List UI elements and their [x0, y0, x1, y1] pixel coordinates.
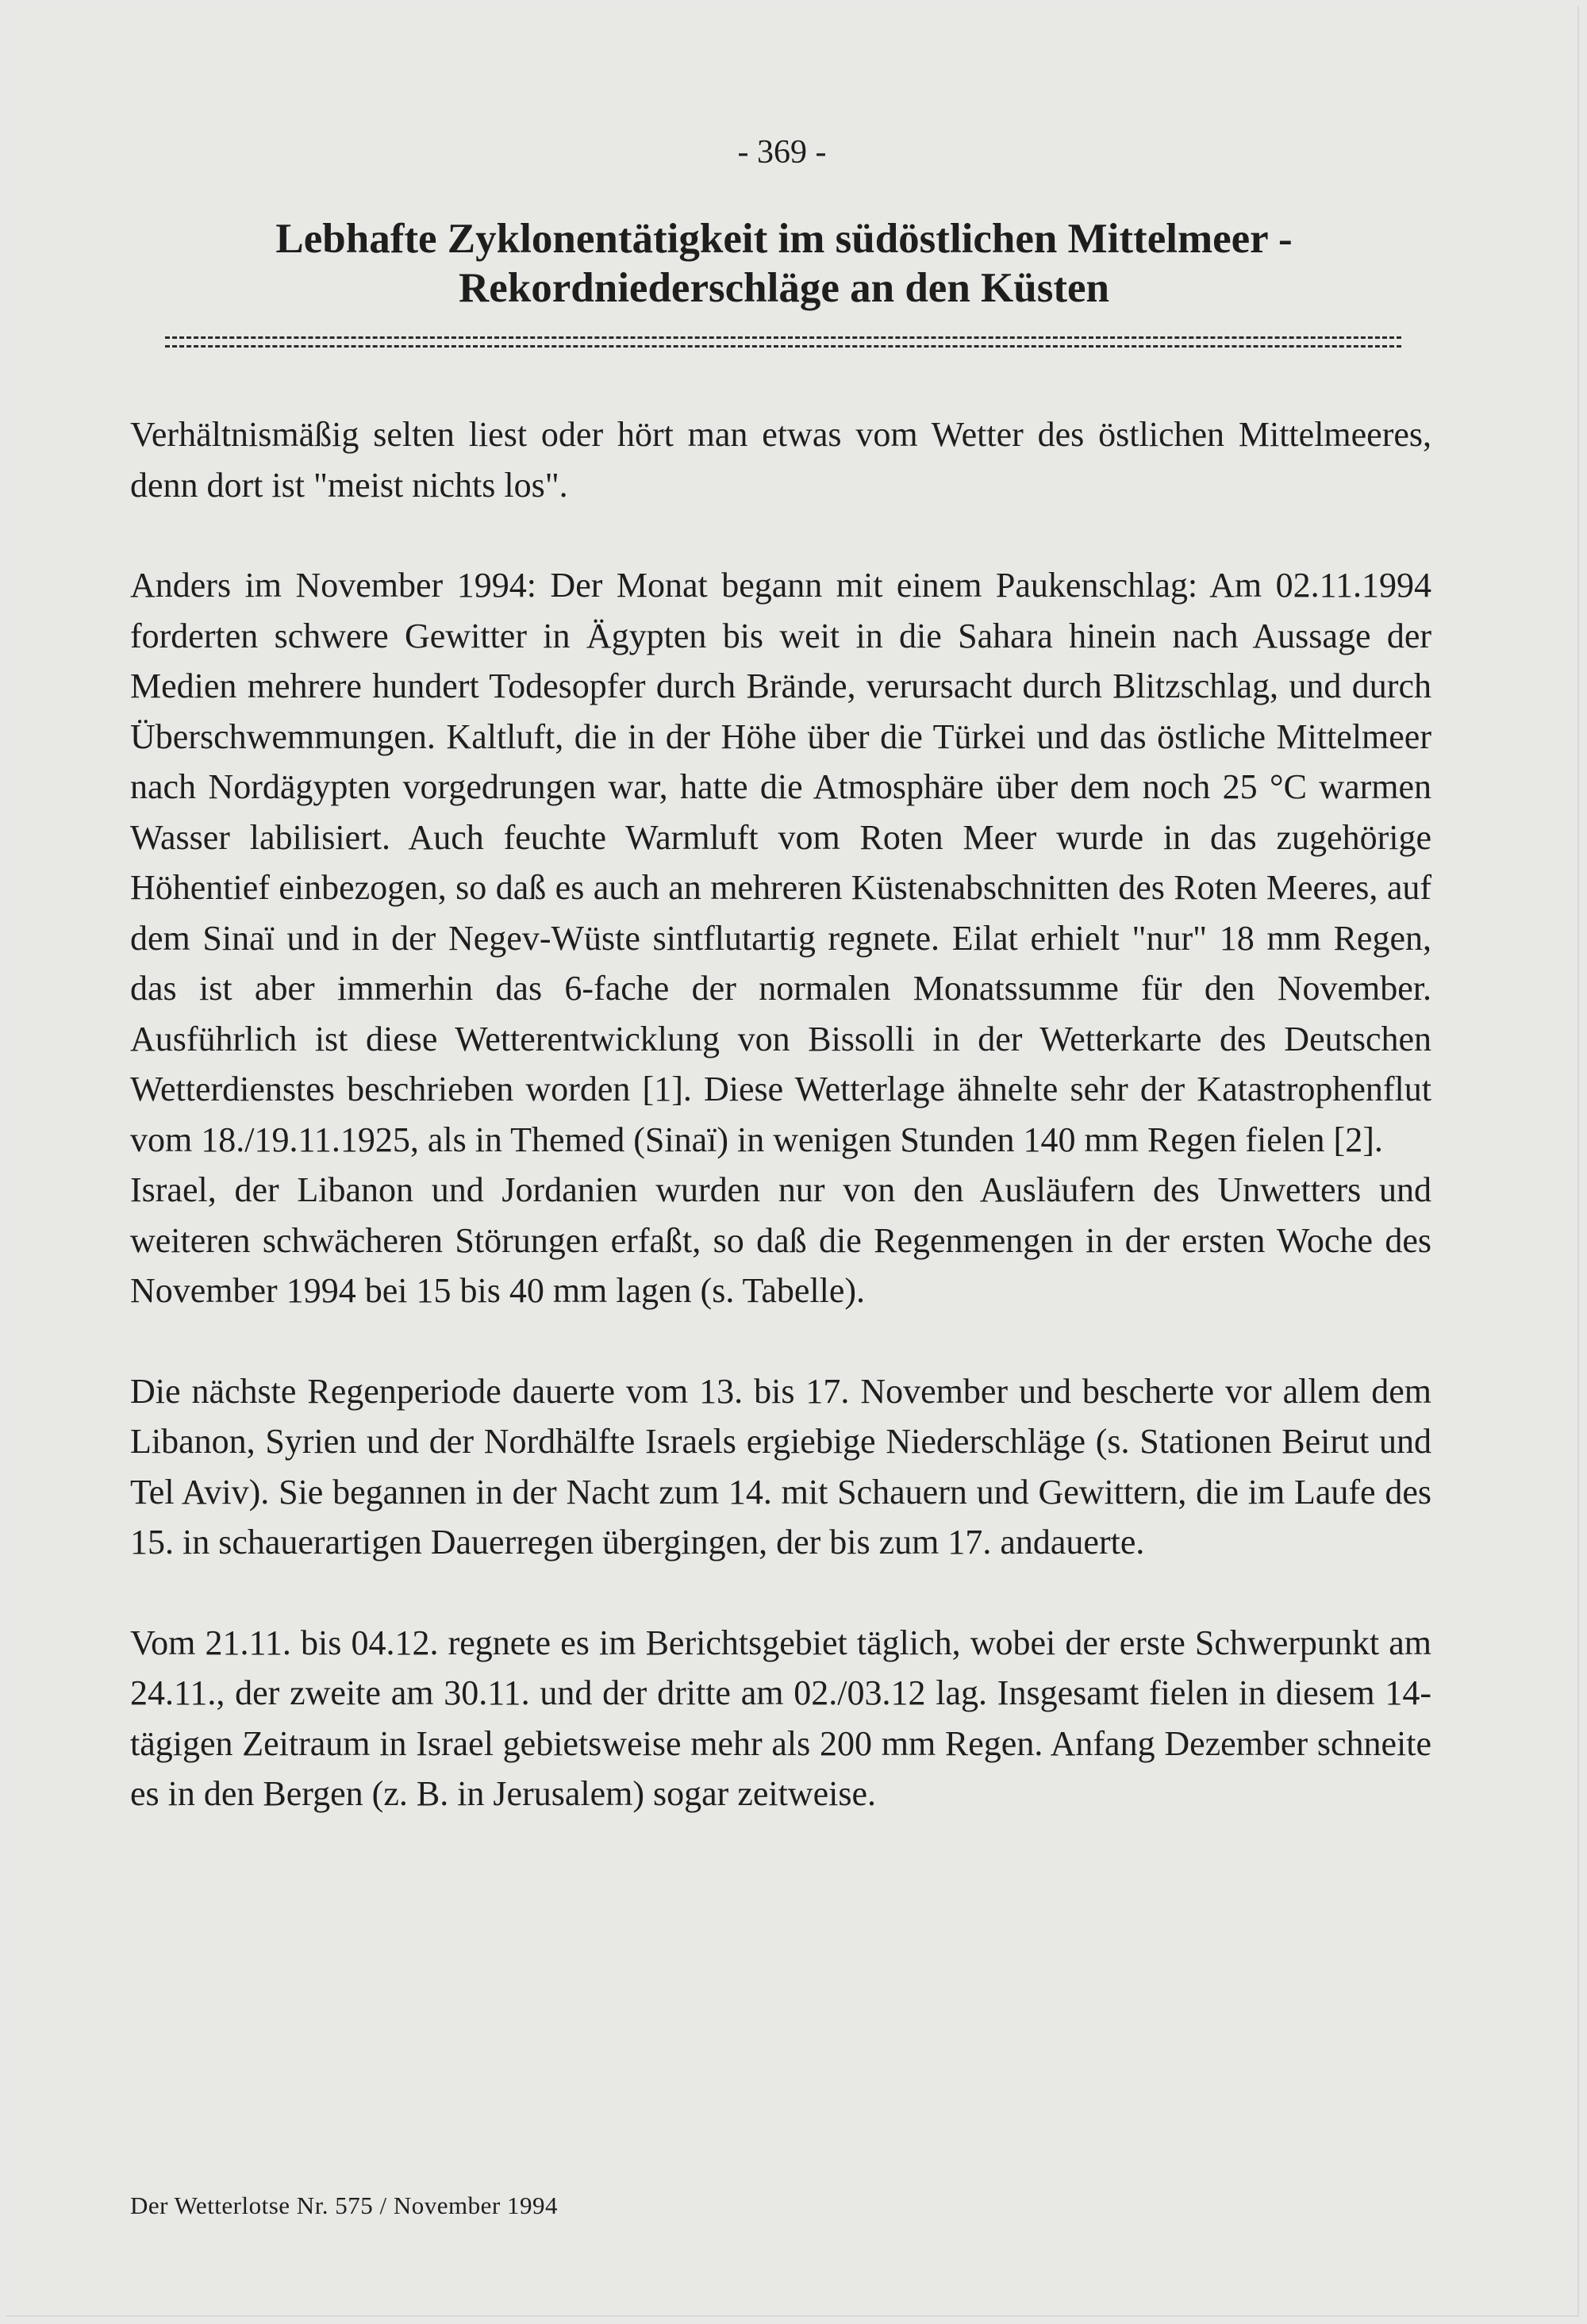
document-page	[6, 6, 1579, 2317]
title-rule-bottom	[165, 345, 1401, 348]
article-title-line-1: Lebhafte Zyklonentätigkeit im südöstlichen Mittelmeer -	[275, 216, 1293, 262]
article-title	[110, 214, 1458, 313]
paragraph-israel-lebanon: Israel, der Libanon und Jordanien wurden nur von den Ausläufern des Unwetters und weiteren schwächeren Störungen erfaßt, so daß die Regenmengen in der ersten Woche des November 1994 bei 15 bis 40 mm lagen (s. Tabelle).	[130, 1170, 1431, 1310]
title-rule-top	[165, 336, 1401, 339]
paragraph-december-rain: Vom 21.11. bis 04.12. regnete es im Berichtsgebiet täglich, wobei der erste Schwerpunkt am 24.11., der zweite am 30.11. und der dritte am 02./03.12 lag. Insgesamt fielen in diesem 14-tägigen Zeitraum in Israel gebietsweise mehr als 200 mm Regen. Anfang Dezember schneite es in den Bergen (z. B. in Jerusalem) sogar zeitweise.	[130, 1623, 1431, 1813]
page-number: - 369 -	[737, 134, 827, 171]
paragraph-november-storms: Anders im November 1994: Der Monat begann mit einem Paukenschlag: Am 02.11.1994 forderten schwere Gewitter in Ägypten bis weit in die Sahara hinein nach Aussage der Medien mehrere hundert Todesopfer durch Brände, verursacht durch Blitzschlag, und durch Überschwemmungen. Kaltluft, die in der Höhe über die Türkei und das östliche Mittelmeer nach Nordägypten vorgedrungen war, hatte die Atmosphäre über dem noch 25 °C warmen Wasser labilisiert. Auch feuchte Warmluft vom Roten Meer wurde in das zugehörige Höhentief einbezogen, so daß es auch an mehreren Küstenabschnitten des Roten Meeres, auf dem Sinaï und in der Negev-Wüste sintflutartig regnete. Eilat erhielt "nur" 18 mm Regen, das ist aber immerhin das 6-fache der normalen Monatssumme für den November. Ausführlich ist diese Wetterentwicklung von Bissolli in der Wetterkarte des Deutschen Wetterdienstes beschrieben worden [1]. Diese Wetterlage ähnelte sehr der Katastrophenflut vom 18./19.11.1925, als in Themed (Sinaï) in wenigen Stunden 140 mm Regen fielen [2].	[130, 566, 1431, 1159]
paragraph-second-rain-period: Die nächste Regenperiode dauerte vom 13. bis 17. November und bescherte vor allem dem Libanon, Syrien und der Nordhälfte Israels ergiebige Niederschläge (s. Stationen Beirut und Tel Aviv). Sie begannen in der Nacht zum 14. mit Schauern und Gewittern, die im Laufe des 15. in schauerartigen Dauerregen übergingen, der bis zum 17. andauerte.	[130, 1371, 1431, 1561]
page-footer: Der Wetterlotse Nr. 575 / November 1994	[130, 2191, 559, 2219]
article-title-line-2: Rekordniederschläge an den Küsten	[458, 265, 1110, 311]
article-body	[130, 409, 1431, 1819]
title-double-rule	[165, 333, 1401, 352]
paragraph-intro: Verhältnismäßig selten liest oder hört man etwas vom Wetter des östlichen Mittelmeeres, denn dort ist "meist nichts los".	[130, 415, 1431, 505]
